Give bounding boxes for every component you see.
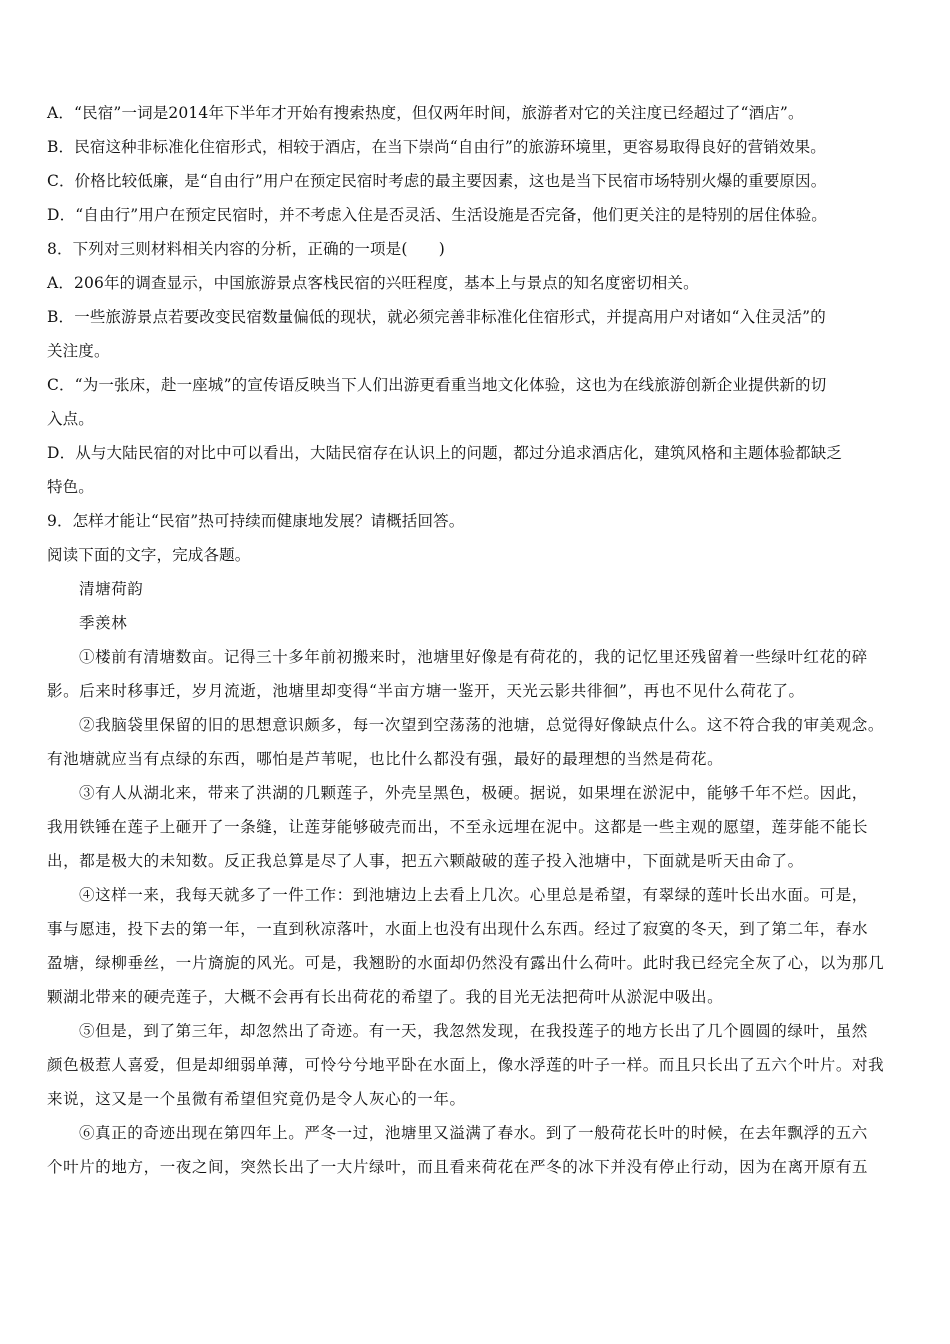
paragraph-line: 我用铁锤在莲子上砸开了一条缝，让莲芽能够破壳而出，不至永远埋在泥中。这都是一些主观的愿望，莲芽能不能长	[47, 818, 869, 836]
paragraph-5	[47, 1014, 917, 1116]
paragraph-line: 盈塘，绿柳垂丝，一片旖旎的风光。可是，我翘盼的水面却仍然没有露出什么荷叶。此时我已经完全灰了心，以为那几	[47, 954, 885, 972]
paragraph-6	[47, 1116, 917, 1184]
paragraph-1	[47, 640, 917, 708]
q7-option-d: D．“自由行”用户在预定民宿时，并不考虑入住是否灵活、生活设施是否完备，他们更关注的是特别的居住体验。	[47, 206, 827, 224]
paragraph-line: ④这样一来，我每天就多了一件工作：到池塘边上去看上几次。心里总是希望，有翠绿的莲叶长出水面。可是，	[79, 886, 868, 904]
paragraph-line: ③有人从湖北来，带来了洪湖的几颗莲子，外壳呈黑色，极硬。据说，如果埋在淤泥中，能够千年不烂。因此，	[79, 784, 868, 802]
paragraph-line: 来说，这又是一个虽微有希望但究竟仍是令人灰心的一年。	[47, 1090, 466, 1108]
paragraph-line: 颗湖北带来的硬壳莲子，大概不会再有长出荷花的希望了。我的目光无法把荷叶从淤泥中吸出。	[47, 988, 724, 1006]
q8-option-c-line2: 入点。	[47, 410, 94, 428]
q8-option-b-line1: B．一些旅游景点若要改变民宿数量偏低的现状，就必须完善非标准化住宿形式，并提高用户对诸如“入住灵活”的	[47, 308, 826, 326]
question-8	[47, 232, 917, 504]
passage-author: 季羡林	[79, 614, 128, 632]
paragraph-line: ②我脑袋里保留的旧的思想意识颇多，每一次望到空荡荡的池塘，总觉得好像缺点什么。这不符合我的审美观念。	[79, 716, 885, 734]
question-7-options	[47, 96, 917, 232]
paragraph-line: 事与愿违，投下去的第一年，一直到秋凉落叶，水面上也没有出现什么东西。经过了寂寞的冬天，到了第二年，春水	[47, 920, 869, 938]
paragraph-3	[47, 776, 917, 878]
paragraph-4	[47, 878, 917, 1014]
q8-option-c-line1: C．“为一张床，赴一座城”的宣传语反映当下人们出游更看重当地文化体验，这也为在线旅游创新企业提供新的切	[47, 376, 827, 394]
question-9	[47, 504, 917, 572]
reading-passage	[47, 572, 917, 1184]
reading-instruction: 阅读下面的文字，完成各题。	[47, 546, 251, 564]
paragraph-2	[47, 708, 917, 776]
q9-stem: 9．怎样才能让“民宿”热可持续而健康地发展？请概括回答。	[47, 512, 465, 530]
paragraph-line: 颜色极惹人喜爱，但是却细弱单薄，可怜兮兮地平卧在水面上，像水浮莲的叶子一样。而且只长出了五六个叶片。对我	[47, 1056, 885, 1074]
passage-title: 清塘荷韵	[79, 580, 144, 598]
q7-option-a: A．“民宿”一词是2014年下半年才开始有搜索热度，但仅两年时间，旅游者对它的关注度已经超过了“酒店”。	[47, 104, 804, 122]
q8-option-b-line2: 关注度。	[47, 342, 110, 360]
q8-option-a: A．206年的调查显示，中国旅游景点客栈民宿的兴旺程度，基本上与景点的知名度密切相关。	[47, 274, 699, 292]
paragraph-line: ⑤但是，到了第三年，却忽然出了奇迹。有一天，我忽然发现，在我投莲子的地方长出了几个圆圆的绿叶，虽然	[79, 1022, 868, 1040]
q7-option-b: B．民宿这种非标准化住宿形式，相较于酒店，在当下崇尚“自由行”的旅游环境里，更容易取得良好的营销效果。	[47, 138, 826, 156]
paragraph-line: 影。后来时移事迁，岁月流逝，池塘里却变得“半亩方塘一鉴开，天光云影共徘徊”，再也不见什么荷花了。	[47, 682, 805, 700]
q7-option-c: C．价格比较低廉，是“自由行”用户在预定民宿时考虑的最主要因素，这也是当下民宿市场特别火爆的重要原因。	[47, 172, 827, 190]
paragraph-line: 有池塘就应当有点绿的东西，哪怕是芦苇呢，也比什么都没有强，最好的最理想的当然是荷花。	[47, 750, 724, 768]
q8-option-d-line1: D．从与大陆民宿的对比中可以看出，大陆民宿存在认识上的问题，都过分追求酒店化，建筑风格和主题体验都缺乏	[47, 444, 843, 462]
q8-stem: 8．下列对三则材料相关内容的分析，正确的一项是( )	[47, 240, 446, 258]
q8-option-d-line2: 特色。	[47, 478, 94, 496]
paragraph-line: ①楼前有清塘数亩。记得三十多年前初搬来时，池塘里好像是有荷花的，我的记忆里还残留着一些绿叶红花的碎	[79, 648, 868, 666]
paragraph-line: 个叶片的地方，一夜之间，突然长出了一大片绿叶，而且看来荷花在严冬的冰下并没有停止行动，因为在离开原有五	[47, 1158, 869, 1176]
document-page	[47, 96, 917, 1184]
paragraph-line: 出，都是极大的未知数。反正我总算是尽了人事，把五六颗敲破的莲子投入池塘中，下面就是听天由命了。	[47, 852, 804, 870]
paragraph-line: ⑥真正的奇迹出现在第四年上。严冬一过，池塘里又溢满了春水。到了一般荷花长叶的时候，在去年飘浮的五六	[79, 1124, 868, 1142]
